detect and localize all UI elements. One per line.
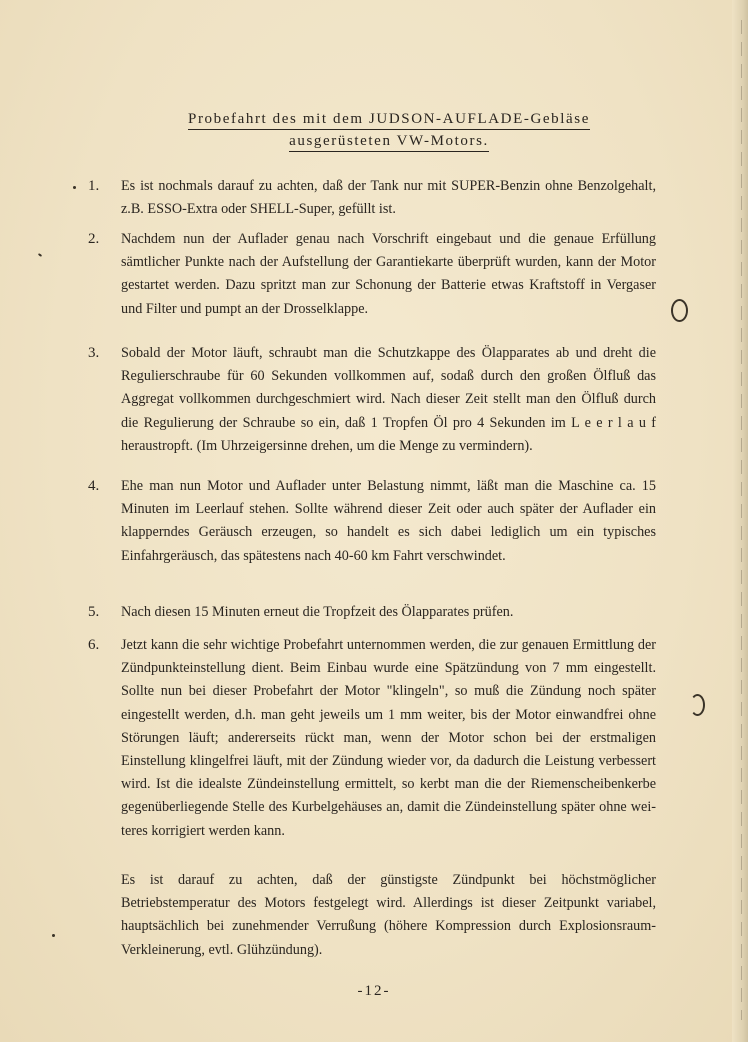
punch-hole-mark — [690, 694, 705, 716]
margin-dot — [38, 253, 42, 257]
title-line-2-text: ausgerüsteten VW-Motors. — [289, 133, 489, 152]
page-edge-shadow — [732, 0, 748, 1042]
margin-dot — [52, 934, 55, 937]
item-text: Sobald der Motor läuft, schraubt man die Schutzkappe des Ölapparates ab und dreht die Regulierschraube für 60 Sekunden vollkommen auf, sodaß durch den großen Ölfluß das Aggregat vollkommen durchgeschmiert wird. Nach dieser Zeit stellt man den Ölfluß durch die Regulierung der Schraube so ein, daß 1 Tropfen Öl pro 4 Sekunden im L e e r l a u f heraustropft. (Im Uhrzeigersinne drehen, um die Menge zu vermindern). — [121, 345, 656, 454]
document-title-line-1 — [15, 111, 748, 130]
item-number: 1. — [88, 178, 100, 194]
margin-dot — [73, 186, 76, 189]
item-number: 2. — [88, 231, 100, 247]
item-text: Es ist nochmals darauf zu achten, daß der Tank nur mit SUPER-Benzin ohne Benzolgehalt, z.B. ESSO-Extra oder SHELL-Super, gefüllt ist. — [121, 178, 656, 218]
punch-hole-mark — [671, 299, 688, 322]
item-text: Ehe man nun Motor und Auflader unter Belastung nimmt, läßt man die Maschine ca. 15 Minuten im Leerlauf stehen. Sollte während dieser Zeit oder auch später der Auflader ein klapperndes Geräusch erzeugen, so handelt es sich dabei lediglich um ein typisches Einfahrgeräusch, das spätestens nach 40-60 km Fahrt verschwindet. — [121, 478, 656, 564]
page-edge-line — [741, 20, 742, 1020]
item-number: 4. — [88, 478, 100, 494]
item-text: Nach diesen 15 Minuten erneut die Tropfzeit des Ölapparates prüfen. — [121, 604, 514, 620]
item-text: Nachdem nun der Auflader genau nach Vorschrift eingebaut und die genaue Erfüllung sämtlicher Punkte nach der Aufstellung der Garantiekarte überprüft wurden, kann der Motor gestartet werden. Dazu spritzt man zur Schonung der Batterie etwas Kraftstoff in Vergaser und Filter und pumpt an der Drosselklappe. — [121, 231, 656, 317]
title-line-1-text: Probefahrt des mit dem JUDSON-AUFLADE-Gebläse — [188, 111, 590, 130]
page-number: -12- — [357, 983, 391, 999]
closing-paragraph: Es ist darauf zu achten, daß der günstigste Zündpunkt bei höchstmöglicher Betriebstemperatur des Motors festgelegt wird. Allerdings ist dieser Zeitpunkt variabel, hauptsächlich bei zunehmender Verrußung (höhere Kompression durch Explosionsraum-Verkleinerung, evtl. Glühzündung). — [121, 872, 656, 958]
item-number: 5. — [88, 604, 100, 620]
item-number: 3. — [88, 345, 100, 361]
item-text: Jetzt kann die sehr wichtige Probefahrt unternommen werden, die zur genauen Ermittlung der Zündpunkteinstellung dient. Beim Einbau wurde eine Spätzündung von 7 mm eingestellt. Sollte nun bei dieser Probefahrt der Motor "klingeln", so muß die Zündung noch später eingestellt werden, d.h. man geht jeweils um 1 mm weiter, bis der Motor einwandfrei ohne Störungen läuft; andererseits rückt man, wenn der Motor schon bei der erstmaligen Einstellung klingelfrei läuft, mit der Zündung wieder vor, da dadurch die Leistung verbessert wird. Ist die idealste Zündeinstellung ermittelt, so kerbt man die der Riemenscheibenkerbe gegenüberliegende Stelle des Kurbelgehäuses an, damit die Zündeinstellung später ohne weiteres korrigiert werden kann. — [121, 637, 656, 839]
item-number: 6. — [88, 637, 100, 653]
document-title-line-2 — [15, 133, 748, 152]
